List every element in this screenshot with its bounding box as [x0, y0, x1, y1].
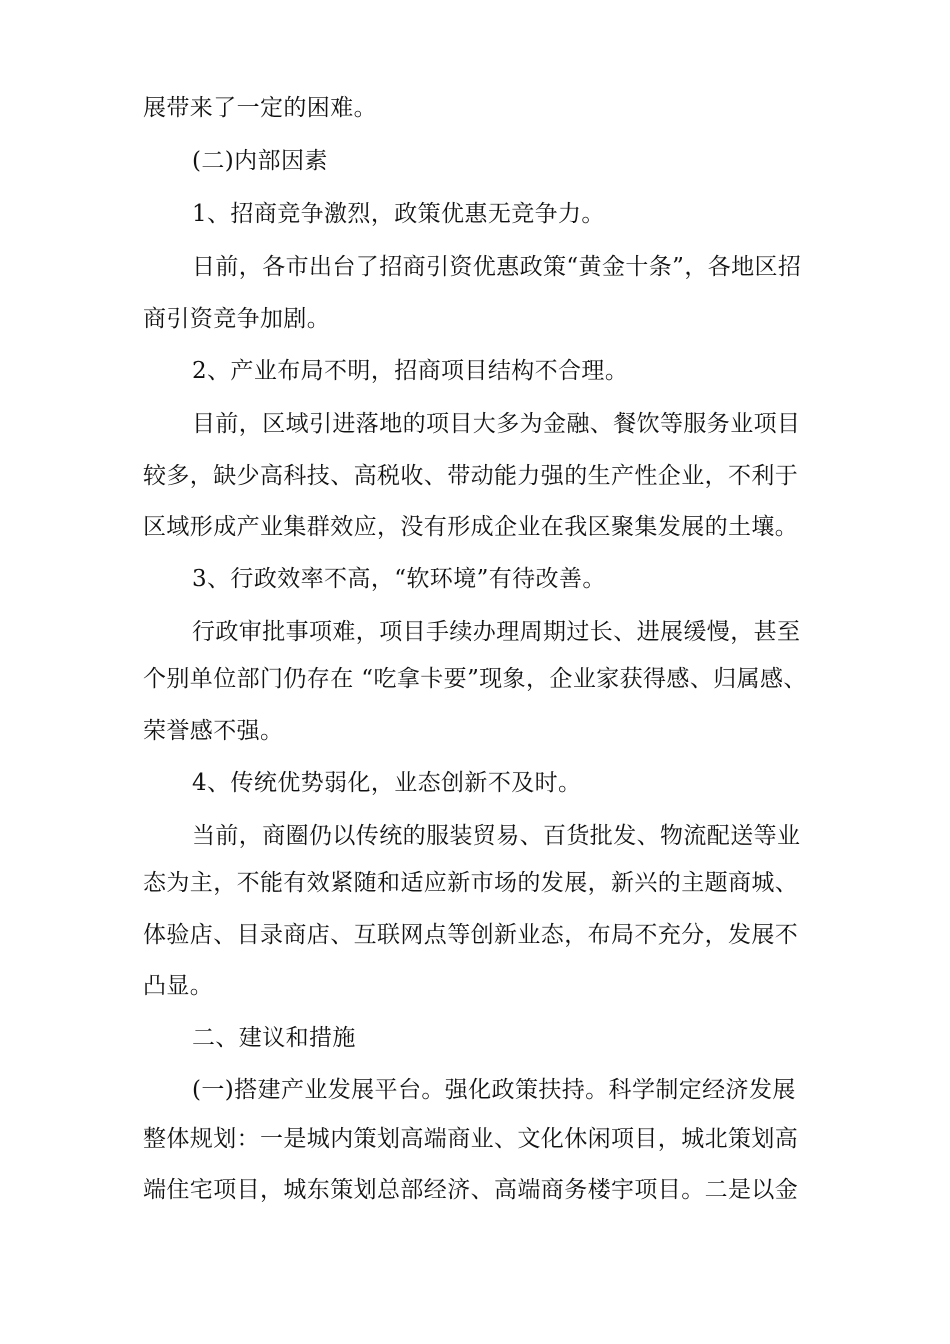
item-heading: 2、产业布局不明，招商项目结构不合理。	[192, 358, 629, 384]
text-line: 态为主，不能有效紧随和适应新市场的发展，新兴的主题商城、	[143, 870, 799, 896]
item-heading: 4、传统优势弱化，业态创新不及时。	[192, 770, 582, 796]
text-line: 日前，各市出台了招商引资优惠政策“黄金十条”，各地区招	[192, 254, 802, 280]
text-line: 体验店、目录商店、互联网点等创新业态，布局不充分，发展不	[143, 922, 799, 948]
text-line: 个别单位部门仍存在 “吃拿卡要”现象，企业家获得感、归属感、	[143, 666, 807, 692]
section-heading: (二)内部因素	[192, 148, 328, 174]
text-line: 目前，区域引进落地的项目大多为金融、餐饮等服务业项目	[192, 411, 801, 437]
text-line: 行政审批事项难，项目手续办理周期过长、进展缓慢，甚至	[192, 619, 801, 645]
item-heading: 1、招商竞争激烈，政策优惠无竞争力。	[192, 201, 605, 227]
section-heading: 二、建议和措施	[192, 1025, 356, 1051]
text-line: 端住宅项目，城东策划总部经济、高端商务楼宇项目。二是以金	[143, 1177, 799, 1203]
text-line: 较多，缺少高科技、高税收、带动能力强的生产性企业，不利于	[143, 463, 799, 489]
item-heading: 3、行政效率不高，“软环境”有待改善。	[192, 566, 606, 592]
text-line: 展带来了一定的困难。	[143, 95, 377, 121]
text-line: 荣誉感不强。	[143, 718, 284, 744]
text-line: 整体规划：一是城内策划高端商业、文化休闲项目，城北策划高	[143, 1126, 799, 1152]
text-line: (一)搭建产业发展平台。强化政策扶持。科学制定经济发展	[192, 1077, 796, 1103]
text-line: 商引资竞争加剧。	[143, 306, 331, 332]
text-line: 当前，商圈仍以传统的服装贸易、百货批发、物流配送等业	[192, 823, 801, 849]
text-line: 凸显。	[143, 973, 214, 999]
text-line: 区域形成产业集群效应，没有形成企业在我区聚集发展的土壤。	[143, 514, 799, 540]
